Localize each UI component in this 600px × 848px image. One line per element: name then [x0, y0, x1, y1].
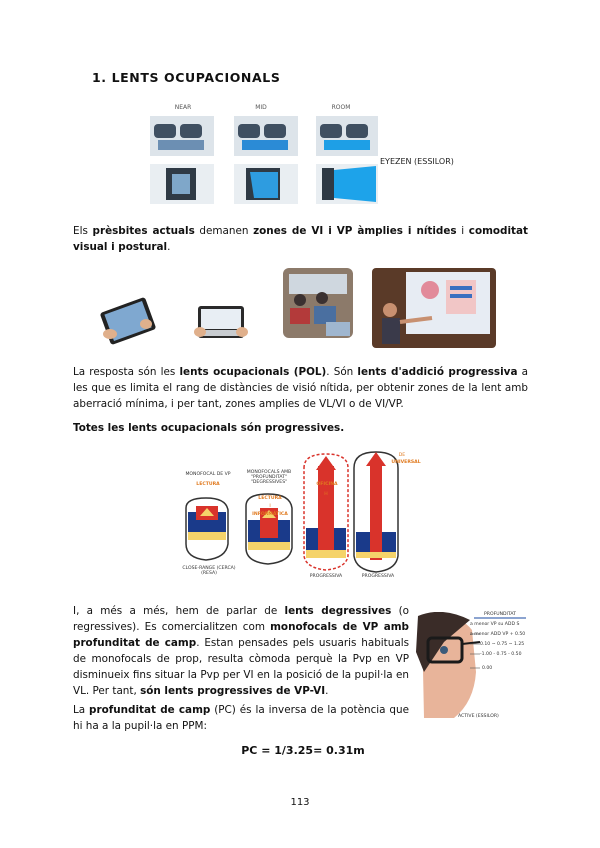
label-progressiva-1: PROGRESSIVA	[309, 574, 343, 579]
face-label-1: a menor VP su ADD S	[470, 622, 520, 627]
face-label-0: PROFUNDITAT	[484, 612, 516, 617]
devices-photos	[100, 266, 500, 352]
label-i: I	[269, 504, 271, 509]
eyezen-figure	[148, 104, 378, 208]
lens-diagrams	[176, 448, 426, 584]
label-progressiva-2: PROGRESSIVA	[361, 574, 395, 579]
eyezen-photos	[148, 114, 378, 208]
presentation-photo	[372, 268, 496, 348]
label-informatica: INFORMÀTICA	[252, 512, 288, 517]
face-label-2: a menor ADD VP + 0.50	[470, 632, 526, 637]
eyezen-label-near: NEAR	[174, 104, 192, 111]
laptop-tablet-photo	[194, 306, 248, 338]
eyezen-label-room: ROOM	[331, 104, 351, 111]
depth-formula: PC = 1/3.25= 0.31m	[241, 744, 365, 757]
paragraph-degressives: I, a més a més, hem de parlar de lents degressives (o regressives). Es comercialitzen com monofocals de VP amb profunditat de camp. Estan pensades pels usuaris habituals de monofocals de prop, resulta còmoda perquè la Pvp en VP disminueix fins situar la Pvp per VI en la posició de la pupil·la en VL. Per tant, són lents progressives de VP-VI.	[73, 605, 409, 697]
face-label-3: 0.10 ~ 0.75 ~ 1.25	[480, 642, 525, 647]
eyezen-label-mid: MID	[255, 104, 267, 111]
face-label-5: 0.00	[482, 666, 493, 671]
label-oficina: OFICINA	[316, 482, 338, 487]
face-figure	[414, 612, 530, 724]
label-close-range: CLOSE-RANGE (CERCA) (RESA)	[182, 566, 236, 577]
lens-figure	[176, 448, 426, 584]
label-h: H	[324, 492, 328, 497]
label-monofocal-vp: MONOFOCAL DE VP	[185, 472, 231, 477]
lens-progressive-office	[304, 454, 348, 570]
face-label-4: -1.00 - 0.75 - 0.50	[480, 652, 522, 657]
lens-progressive-universal	[354, 452, 398, 572]
tablet-photo	[100, 297, 156, 345]
classroom-photo	[283, 268, 353, 338]
label-lectura-2: LECTURA	[258, 496, 282, 501]
face-caption: ACTIVE (ESSILOR)	[458, 714, 499, 719]
paragraph-all-progressive: Totes les lents ocupacionals són progressives.	[73, 422, 345, 434]
paragraph-presbytes: Els prèsbites actuals demanen zones de VI i VP àmplies i nítides i comoditat visual i postural.	[73, 225, 529, 253]
label-de: DE	[398, 453, 406, 458]
page-number: 113	[290, 797, 310, 808]
section-heading: 1. LENTS OCUPACIONALS	[92, 70, 281, 85]
label-degressives: MONOFOCALS AMB "PROFUNDITAT" "DEGRESSIVES"	[246, 470, 292, 486]
paragraph-depth-of-field: La profunditat de camp (PC) és la inversa de la potència que hi ha a la pupil·la en PPM:	[73, 704, 409, 732]
paragraph-response: La resposta són les lents ocupacionals (POL). Són lents d'addició progressiva a les que es limita el rang de distàncies de visió nítida, per obtenir zones de la lent amb aberració mínima, i per tant, zones amplies de VL/VI o de VI/VP.	[73, 366, 528, 410]
lens-monofocal-vp	[186, 498, 228, 560]
label-universal: UNIVERSAL	[391, 460, 421, 465]
eyezen-brand: EYEZEN (ESSILOR)	[380, 157, 454, 166]
label-lectura-1: LECTURA	[196, 482, 220, 487]
